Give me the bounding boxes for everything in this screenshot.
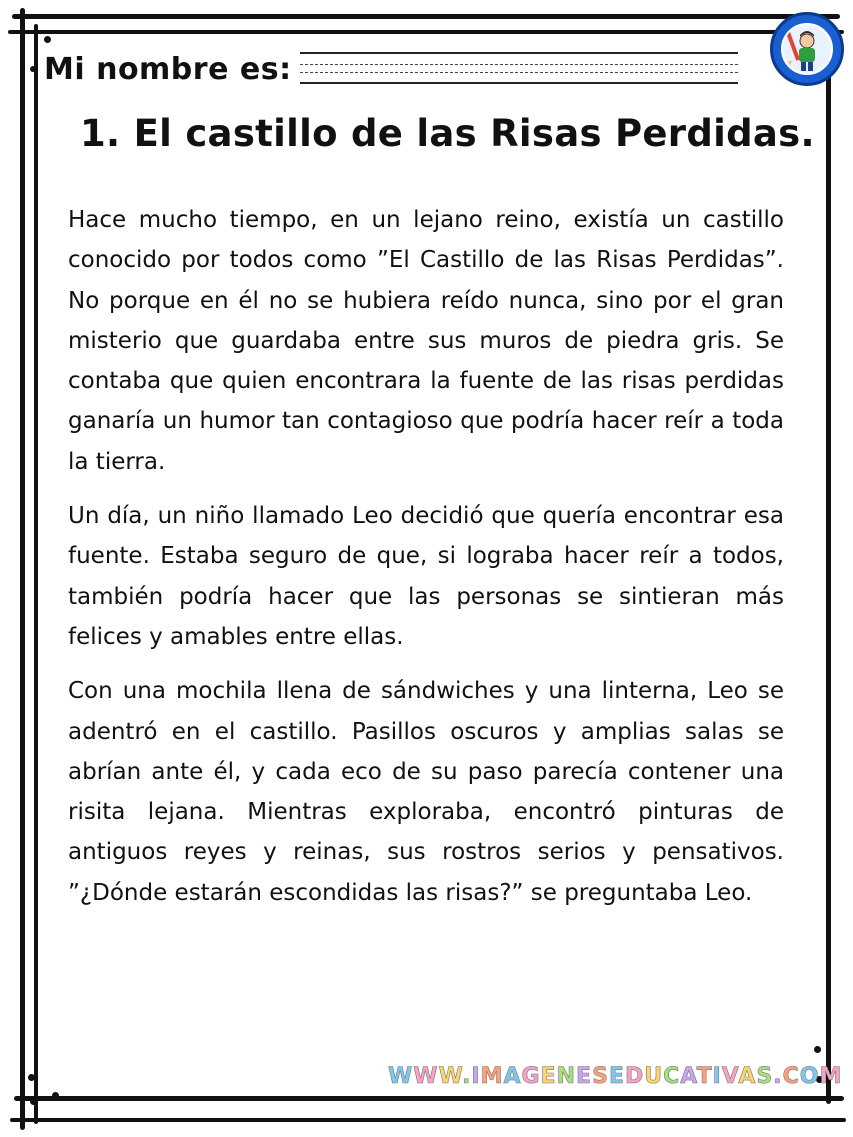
- watermark-letter: A: [503, 1064, 522, 1089]
- watermark-letter: M: [819, 1064, 843, 1089]
- watermark-letter: E: [608, 1064, 625, 1089]
- corner-dot: [30, 1098, 37, 1105]
- name-label: Mi nombre es:: [44, 52, 292, 87]
- story-body: [68, 200, 784, 927]
- watermark-letter: T: [696, 1064, 713, 1089]
- watermark-letter: A: [680, 1064, 697, 1089]
- watermark-letter: V: [721, 1064, 739, 1089]
- frame-top-line: [12, 14, 840, 19]
- watermark-letter: S: [756, 1064, 774, 1089]
- publisher-logo: [770, 12, 844, 86]
- writing-line-top: [300, 52, 738, 54]
- frame-bottom-line-2: [10, 1118, 846, 1122]
- frame-right-line: [826, 24, 831, 1104]
- corner-dot: [28, 1074, 35, 1081]
- watermark-letter: E: [540, 1064, 557, 1089]
- frame-left-line: [20, 8, 25, 1130]
- watermark-letter: A: [738, 1064, 757, 1089]
- logo-illustration: [783, 25, 831, 73]
- watermark-letter: W: [438, 1064, 463, 1089]
- page-title: 1. El castillo de las Risas Perdidas.: [80, 112, 815, 155]
- story-paragraph: Un día, un niño llamado Leo decidió que quería encontrar esa fuente. Estaba seguro de que, si lograba hacer reír a todos, también podría hacer que las personas se sintieran más felices y amables entre ellas.: [68, 503, 784, 650]
- website-watermark: [388, 1064, 842, 1089]
- watermark-letter: C: [663, 1064, 681, 1089]
- watermark-letter: W: [388, 1064, 414, 1089]
- frame-left-line-2: [34, 24, 38, 1124]
- story-paragraph: Con una mochila llena de sándwiches y una linterna, Leo se adentró en el castillo. Pasillos oscuros y amplias salas se abrían ante él, y cada eco de su paso parecía contener una risita lejana. Mientras exploraba, encontró pinturas de antiguos reyes y reinas, sus rostros serios y pensativos. ”¿Dónde estarán escondidas las risas?” se preguntaba Leo.: [68, 678, 784, 906]
- name-writing-lines[interactable]: [300, 52, 738, 92]
- name-field-row: [30, 52, 750, 96]
- watermark-letter: O: [799, 1064, 820, 1089]
- writing-line-dashed: [300, 64, 738, 65]
- website-text: [388, 1064, 842, 1089]
- watermark-letter: M: [480, 1064, 504, 1089]
- watermark-letter: .: [462, 1064, 472, 1089]
- writing-line-bottom: [300, 82, 738, 84]
- watermark-letter: S: [592, 1064, 609, 1089]
- watermark-letter: .: [773, 1064, 783, 1089]
- writing-line-dashed: [300, 72, 738, 73]
- watermark-letter: I: [471, 1064, 481, 1089]
- corner-dot: [52, 1092, 59, 1099]
- frame-top-line-2: [8, 30, 844, 34]
- watermark-letter: U: [644, 1064, 664, 1089]
- corner-dot: [814, 1046, 821, 1053]
- watermark-letter: D: [624, 1064, 645, 1089]
- frame-bottom-line: [14, 1096, 844, 1101]
- watermark-letter: W: [413, 1064, 439, 1089]
- watermark-letter: G: [521, 1064, 541, 1089]
- watermark-letter: C: [782, 1064, 800, 1089]
- story-paragraph: Hace mucho tiempo, en un lejano reino, existía un castillo conocido por todos como ”El Castillo de las Risas Perdidas”. No porque en él no se hubiera reído nunca, sino por el gran misterio que guardaba entre sus muros de piedra gris. Se contaba que quien encontrara la fuente de las risas perdidas ganaría un humor tan contagioso que podría hacer reír a toda la tierra.: [68, 207, 784, 475]
- name-bullet: [30, 66, 36, 72]
- corner-dot: [44, 36, 51, 43]
- watermark-letter: I: [712, 1064, 722, 1089]
- watermark-letter: N: [556, 1064, 577, 1089]
- watermark-letter: E: [576, 1064, 593, 1089]
- child-with-pencil-icon: [781, 23, 833, 75]
